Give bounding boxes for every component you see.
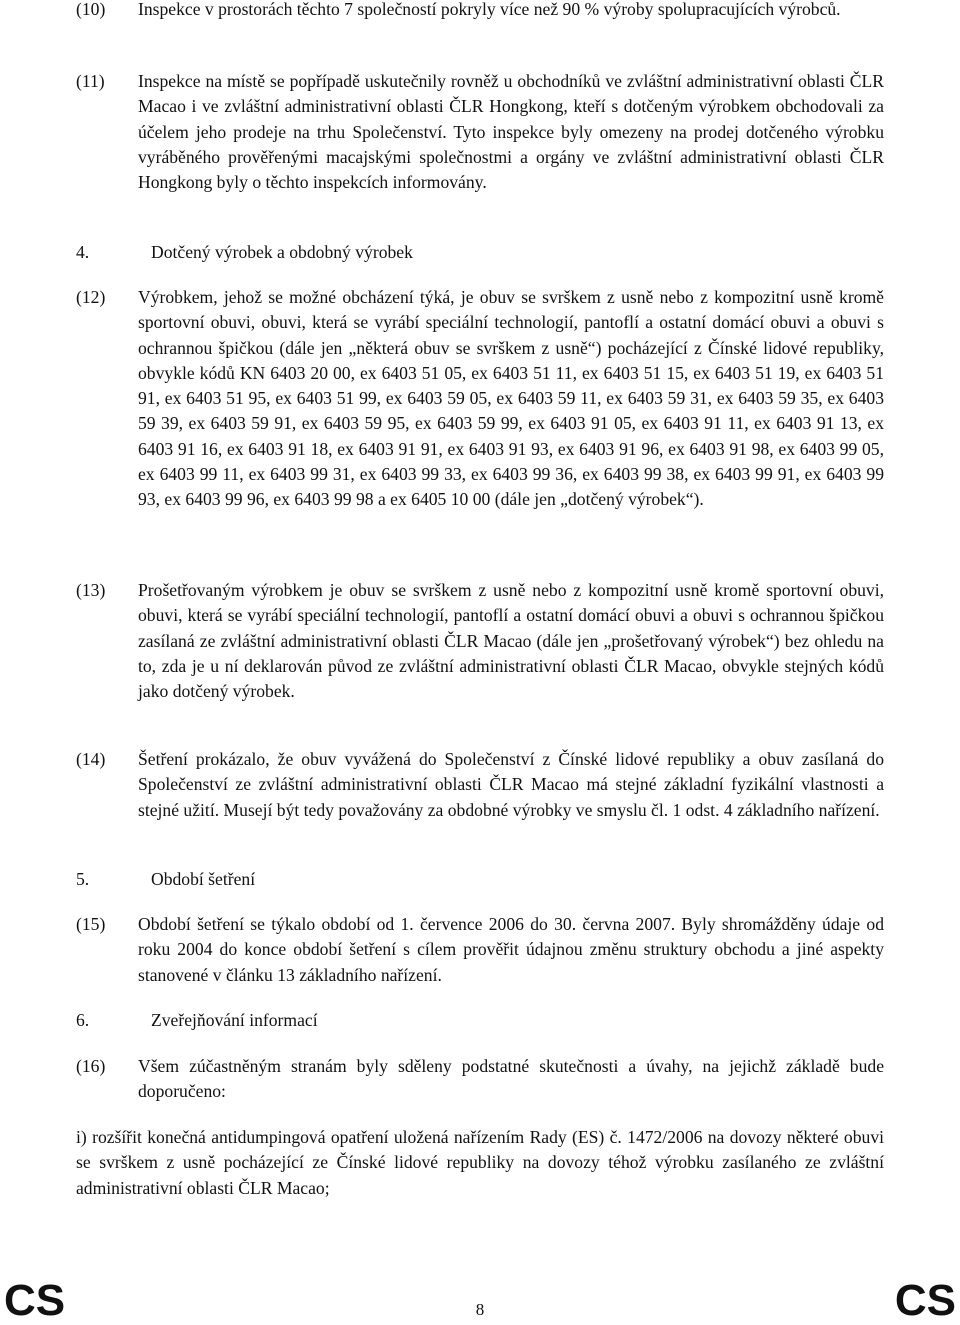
- paragraph-text: Šetření prokázalo, že obuv vyvážená do Společenství z Čínské lidové republiky a obuv zasílaná do Společenství ze zvláštní administrativní oblasti ČLR Macao má stejné základní fyzikální vlastnosti a stejné užití. Musejí být tedy považovány za obdobné výrobky ve smyslu čl. 1 odst. 4 základního nařízení.: [138, 749, 884, 820]
- paragraph-text: Inspekce v prostorách těchto 7 společností pokryly více než 90 % výroby spolupracujících výrobců.: [138, 0, 841, 19]
- section-title: Zveřejňování informací: [151, 1010, 318, 1030]
- closing-text: i) rozšířit konečná antidumpingová opatření uložená nařízením Rady (ES) č. 1472/2006 na dovozy některé obuvi se svrškem z usně pocházející ze Čínské lidové republiky na dovozy téhož výrobku zasílaného ze zvláštní administrativní oblasti ČLR Macao;: [76, 1127, 884, 1198]
- paragraph-number: (16): [76, 1056, 106, 1076]
- paragraph-number: (12): [76, 287, 106, 307]
- paragraph-16: [76, 1054, 884, 1105]
- paragraph-text: Výrobkem, jehož se možné obcházení týká, je obuv se svrškem z usně nebo z kompozitní usně kromě sportovní obuvi, obuvi, která se vyrábí speciální technologií, pantoflí a ostatní domácí obuvi a obuvi s ochrannou špičkou (dále jen „některá obuv se svrškem z usně“) pocházející z Čínské lidové republiky, obvykle kódů KN 6403 20 00, ex 6403 51 05, ex 6403 51 11, ex 6403 51 15, ex 6403 51 19, ex 6403 51 91, ex 6403 51 95, ex 6403 51 99, ex 6403 59 05, ex 6403 59 11, ex 6403 59 31, ex 6403 59 35, ex 6403 59 39, ex 6403 59 91, ex 6403 59 95, ex 6403 59 99, ex 6403 91 05, ex 6403 91 11, ex 6403 91 13, ex 6403 91 16, ex 6403 91 18, ex 6403 91 91, ex 6403 91 93, ex 6403 91 96, ex 6403 91 98, ex 6403 99 05, ex 6403 99 11, ex 6403 99 31, ex 6403 99 33, ex 6403 99 36, ex 6403 99 38, ex 6403 99 91, ex 6403 99 93, ex 6403 99 96, ex 6403 99 98 a ex 6405 10 00 (dále jen „dotčený výrobek“).: [138, 287, 884, 510]
- footer-language-code-left: CS: [4, 1276, 66, 1325]
- paragraph-number: (13): [76, 580, 106, 600]
- paragraph-11: [76, 69, 884, 195]
- paragraph-14: [76, 747, 884, 823]
- paragraph-number: (10): [76, 0, 106, 19]
- paragraph-text: Inspekce na místě se popřípadě uskutečnily rovněž u obchodníků ve zvláštní administrativní oblasti ČLR Macao i ve zvláštní administrativní oblasti ČLR Hongkong, kteří s dotčeným výrobkem obchodovali za účelem jeho prodeje na trhu Společenství. Tyto inspekce byly omezeny na prodej dotčeného výrobku vyráběného prověřenými macajskými společnostmi a orgány ve zvláštní administrativní oblasti ČLR Hongkong byly o těchto inspekcích informovány.: [138, 71, 884, 193]
- paragraph-12: [76, 285, 884, 513]
- section-number: 4.: [76, 242, 90, 262]
- page-number: 8: [475, 1300, 485, 1319]
- section-heading-6: [76, 1008, 884, 1033]
- section-number: 5.: [76, 869, 90, 889]
- footer-language-code-right: CS: [894, 1276, 956, 1325]
- section-title: Dotčený výrobek a obdobný výrobek: [151, 242, 413, 262]
- paragraph-text: Prošetřovaným výrobkem je obuv se svrškem z usně nebo z kompozitní usně kromě sportovní obuvi, obuvi, která se vyrábí speciální technologií, pantoflí a ostatní domácí obuvi a obuvi s ochrannou špičkou zasílaná ze zvláštní administrativní oblasti ČLR Macao (dále jen „prošetřovaný výrobek“) bez ohledu na to, zda je u ní deklarován původ ze zvláštní administrativní oblasti ČLR Macao, obvykle stejných kódů jako dotčený výrobek.: [138, 580, 884, 702]
- paragraph-number: (15): [76, 914, 106, 934]
- section-title: Období šetření: [151, 869, 256, 889]
- paragraph-text: Období šetření se týkalo období od 1. července 2006 do 30. června 2007. Byly shromážděny údaje od roku 2004 do konce období šetření s cílem prověřit údajnou změnu struktury obchodu a jiné aspekty stanovené v článku 13 základního nařízení.: [138, 914, 884, 985]
- paragraph-text: Všem zúčastněným stranám byly sděleny podstatné skutečnosti a úvahy, na jejichž základě bude doporučeno:: [138, 1056, 884, 1102]
- paragraph-number: (14): [76, 749, 106, 769]
- section-heading-4: [76, 240, 884, 265]
- section-heading-5: [76, 867, 884, 892]
- section-number: 6.: [76, 1010, 90, 1030]
- paragraph-number: (11): [76, 71, 105, 91]
- paragraph-10: [76, 0, 884, 22]
- paragraph-13: [76, 578, 884, 704]
- paragraph-15: [76, 912, 884, 988]
